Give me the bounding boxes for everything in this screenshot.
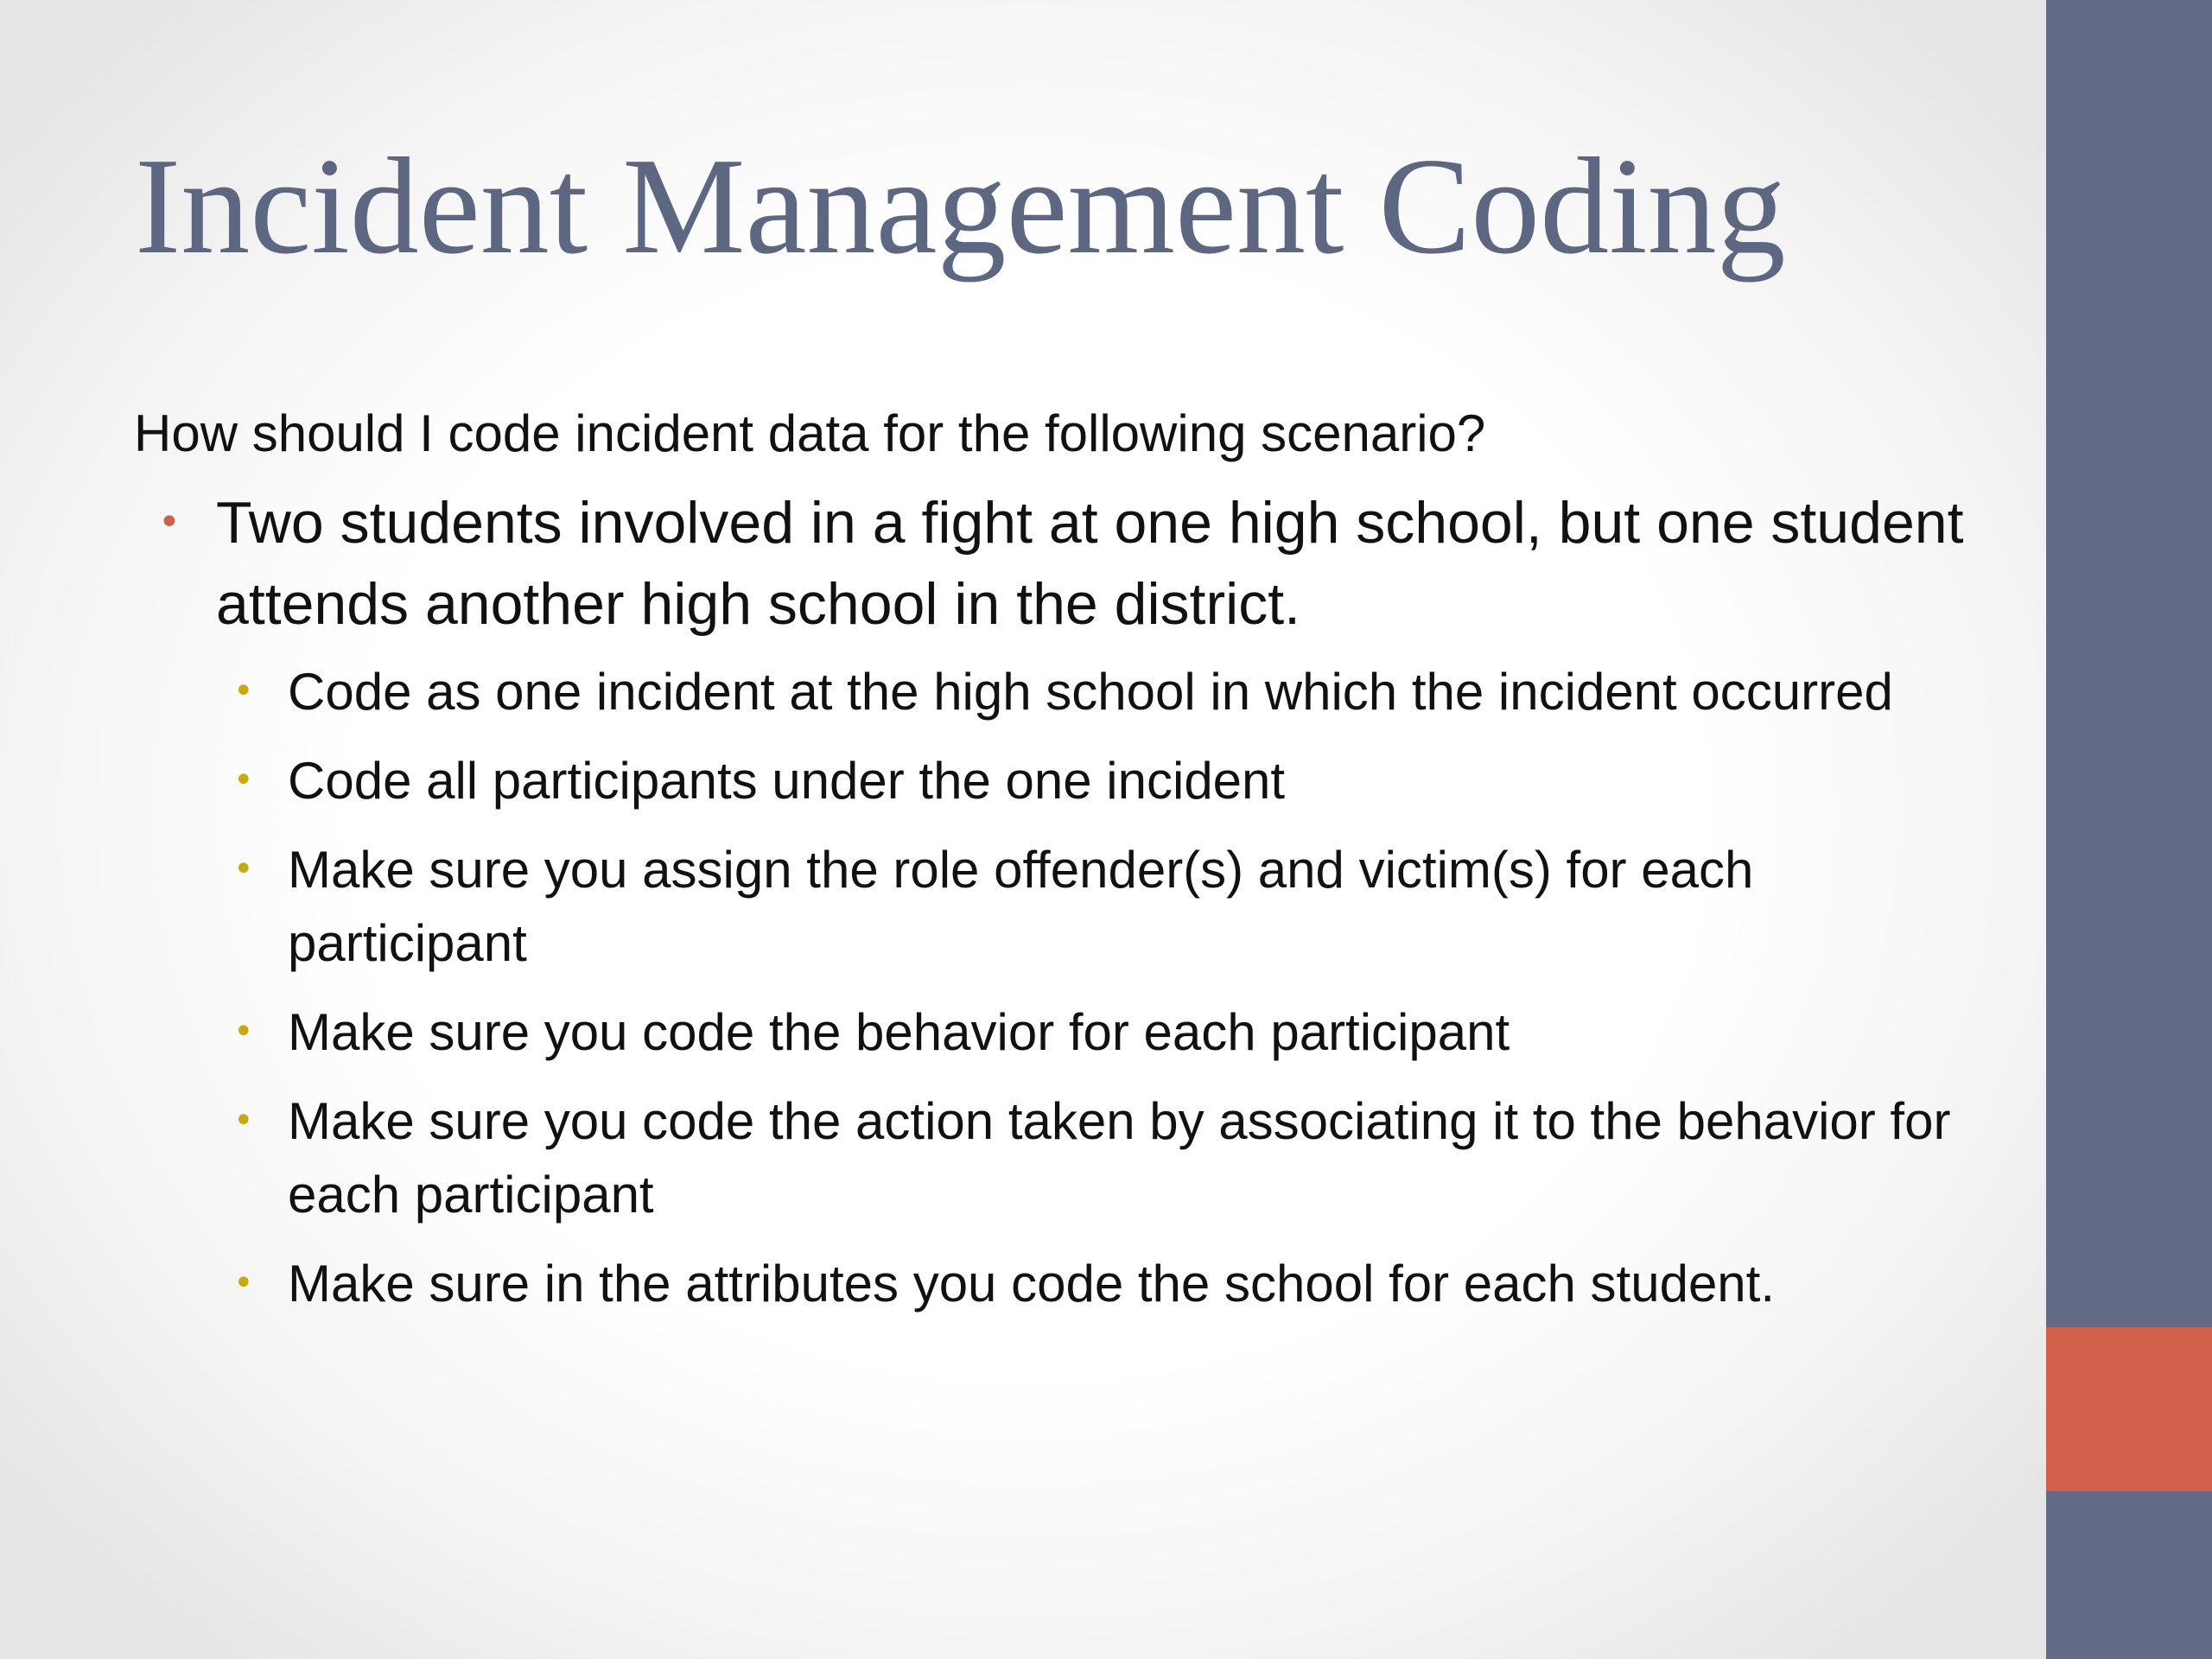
sub-bullet-item bbox=[134, 655, 1992, 728]
sub-bullet-item bbox=[134, 1084, 1992, 1231]
sub-bullet-dot-icon: • bbox=[233, 671, 254, 711]
sub-bullet-item bbox=[134, 1247, 1992, 1320]
sub-bullet-text: Code as one incident at the high school in which the incident occurred bbox=[288, 663, 1893, 721]
sub-bullet-text: Make sure in the attributes you code the school for each student. bbox=[288, 1255, 1776, 1313]
side-accent-block bbox=[2046, 1327, 2212, 1491]
sub-bullet-dot-icon: • bbox=[233, 760, 254, 800]
intro-question: How should I code incident data for the following scenario? bbox=[134, 404, 1486, 462]
bullet-item bbox=[134, 482, 1992, 1320]
sub-bullet-text: Make sure you assign the role offender(s) and victim(s) for each participant bbox=[288, 841, 1754, 972]
sub-bullet-text: Make sure you code the behavior for each participant bbox=[288, 1003, 1510, 1061]
bullet-list bbox=[134, 482, 1992, 1320]
sub-bullet-dot-icon: • bbox=[233, 1012, 254, 1052]
sub-bullet-text: Code all participants under the one incident bbox=[288, 752, 1286, 810]
sub-bullet-item bbox=[134, 833, 1992, 980]
sub-bullet-item bbox=[134, 744, 1992, 817]
slide-title: Incident Management Coding bbox=[135, 129, 1786, 283]
bullet-text: Two students involved in a fight at one high school, but one student attends another high school in the district. bbox=[216, 490, 1964, 637]
sub-bullet-item bbox=[134, 995, 1992, 1069]
sub-bullet-list bbox=[216, 655, 1992, 1320]
slide-content bbox=[134, 399, 1992, 1336]
sub-bullet-dot-icon: • bbox=[233, 849, 254, 889]
bullet-dot-icon: • bbox=[158, 500, 181, 544]
sub-bullet-text: Make sure you code the action taken by associating it to the behavior for each participant bbox=[288, 1092, 1951, 1224]
sub-bullet-dot-icon: • bbox=[233, 1101, 254, 1141]
sub-bullet-dot-icon: • bbox=[233, 1263, 254, 1303]
